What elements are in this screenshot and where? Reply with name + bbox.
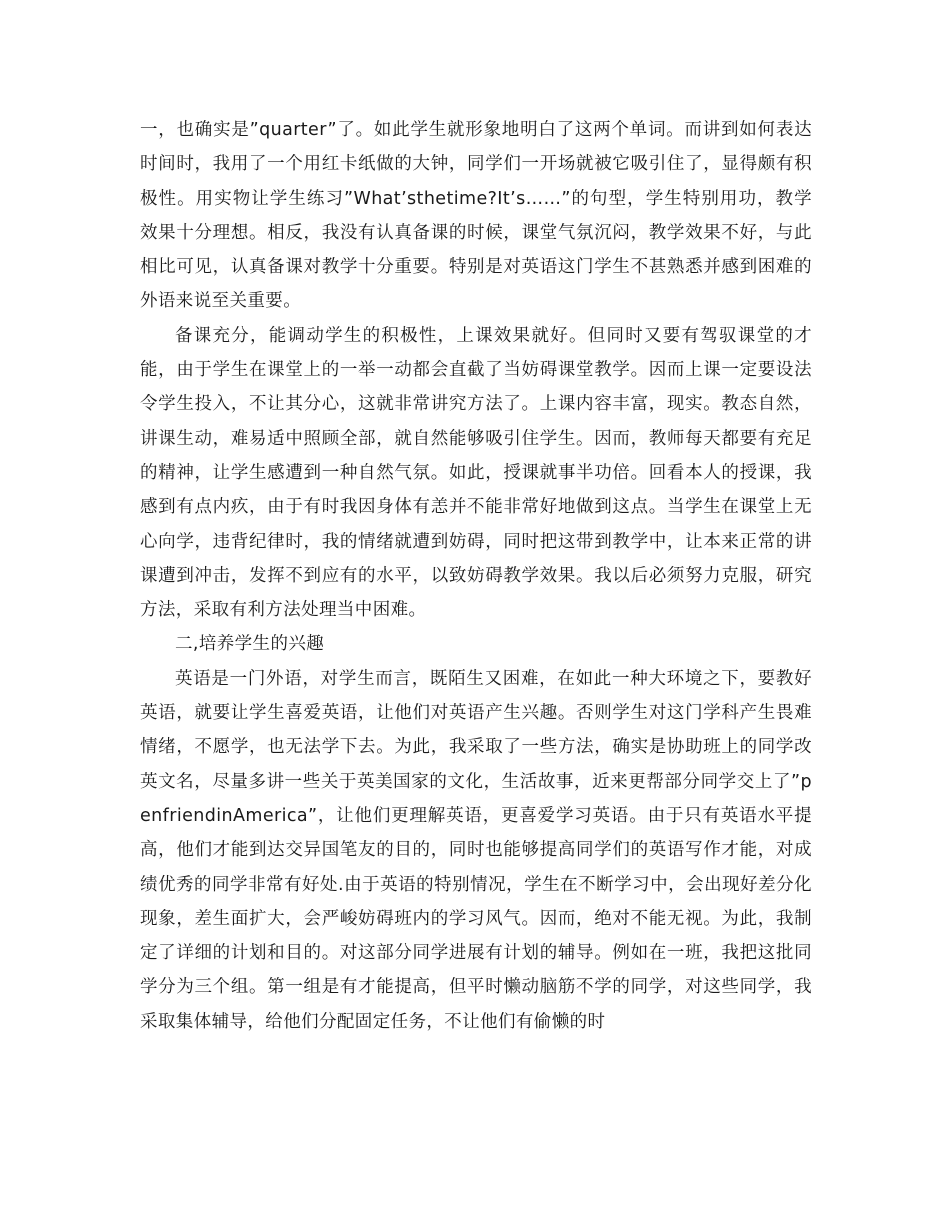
paragraph-3: 英语是一门外语，对学生而言，既陌生又困难，在如此一种大环境之下，要教好英语，就要让学生喜爱英语，让他们对英语产生兴趣。否则学生对这门学科产生畏难情绪，不愿学，也无法学下去。为此，我采取了一些方法，确实是协助班上的同学改英文名，尽量多讲一些关于英美国家的文化，生活故事，近来更帮部分同学交上了”penfriendinAmerica”，让他们更理解英语，更喜爱学习英语。由于只有英语水平提高，他们才能到达交异国笔友的目的，同时也能够提高同学们的英语写作才能，对成绩优秀的同学非常有好处.由于英语的特别情况，学生在不断学习中，会出现好差分化现象，差生面扩大，会严峻妨碍班内的学习风气。因而，绝对不能无视。为此，我制定了详细的计划和目的。对这部分同学进展有计划的辅导。例如在一班，我把这批同学分为三个组。第一组是有才能提高，但平时懒动脑筋不学的同学，对这些同学，我采取集体辅导，给他们分配固定任务，不让他们有偷懒的时	[140, 668, 812, 1032]
section-heading-interest: 二,培养学生的兴趣	[175, 634, 325, 655]
paragraph-1: 一，也确实是”quarter”了。如此学生就形象地明白了这两个单词。而讲到如何表达时间时，我用了一个用红卡纸做的大钟，同学们一开场就被它吸引住了，显得颇有积极性。用实物让学生练习”What’sthetime?It’s……”的句型，学生特别用功，教学效果十分理想。相反，我没有认真备课的时候，课堂气氛沉闷，教学效果不好，与此相比可见，认真备课对教学十分重要。特别是对英语这门学生不甚熟悉并感到困难的外语来说至关重要。	[140, 120, 812, 312]
paragraph-2: 备课充分，能调动学生的积极性，上课效果就好。但同时又要有驾驭课堂的才能，由于学生在课堂上的一举一动都会直截了当妨碍课堂教学。因而上课一定要设法令学生投入，不让其分心，这就非常讲究方法了。上课内容丰富，现实。教态自然，讲课生动，难易适中照顾全部，就自然能够吸引住学生。因而，教师每天都要有充足的精神，让学生感遭到一种自然气氛。如此，授课就事半功倍。回看本人的授课，我感到有点内疚，由于有时我因身体有恙并不能非常好地做到这点。当学生在课堂上无心向学，违背纪律时，我的情绪就遭到妨碍，同时把这带到教学中，让本来正常的讲课遭到冲击，发挥不到应有的水平，以致妨碍教学效果。我以后必须努力克服，研究方法，采取有利方法处理当中困难。	[140, 325, 812, 621]
document-body	[140, 113, 812, 1039]
